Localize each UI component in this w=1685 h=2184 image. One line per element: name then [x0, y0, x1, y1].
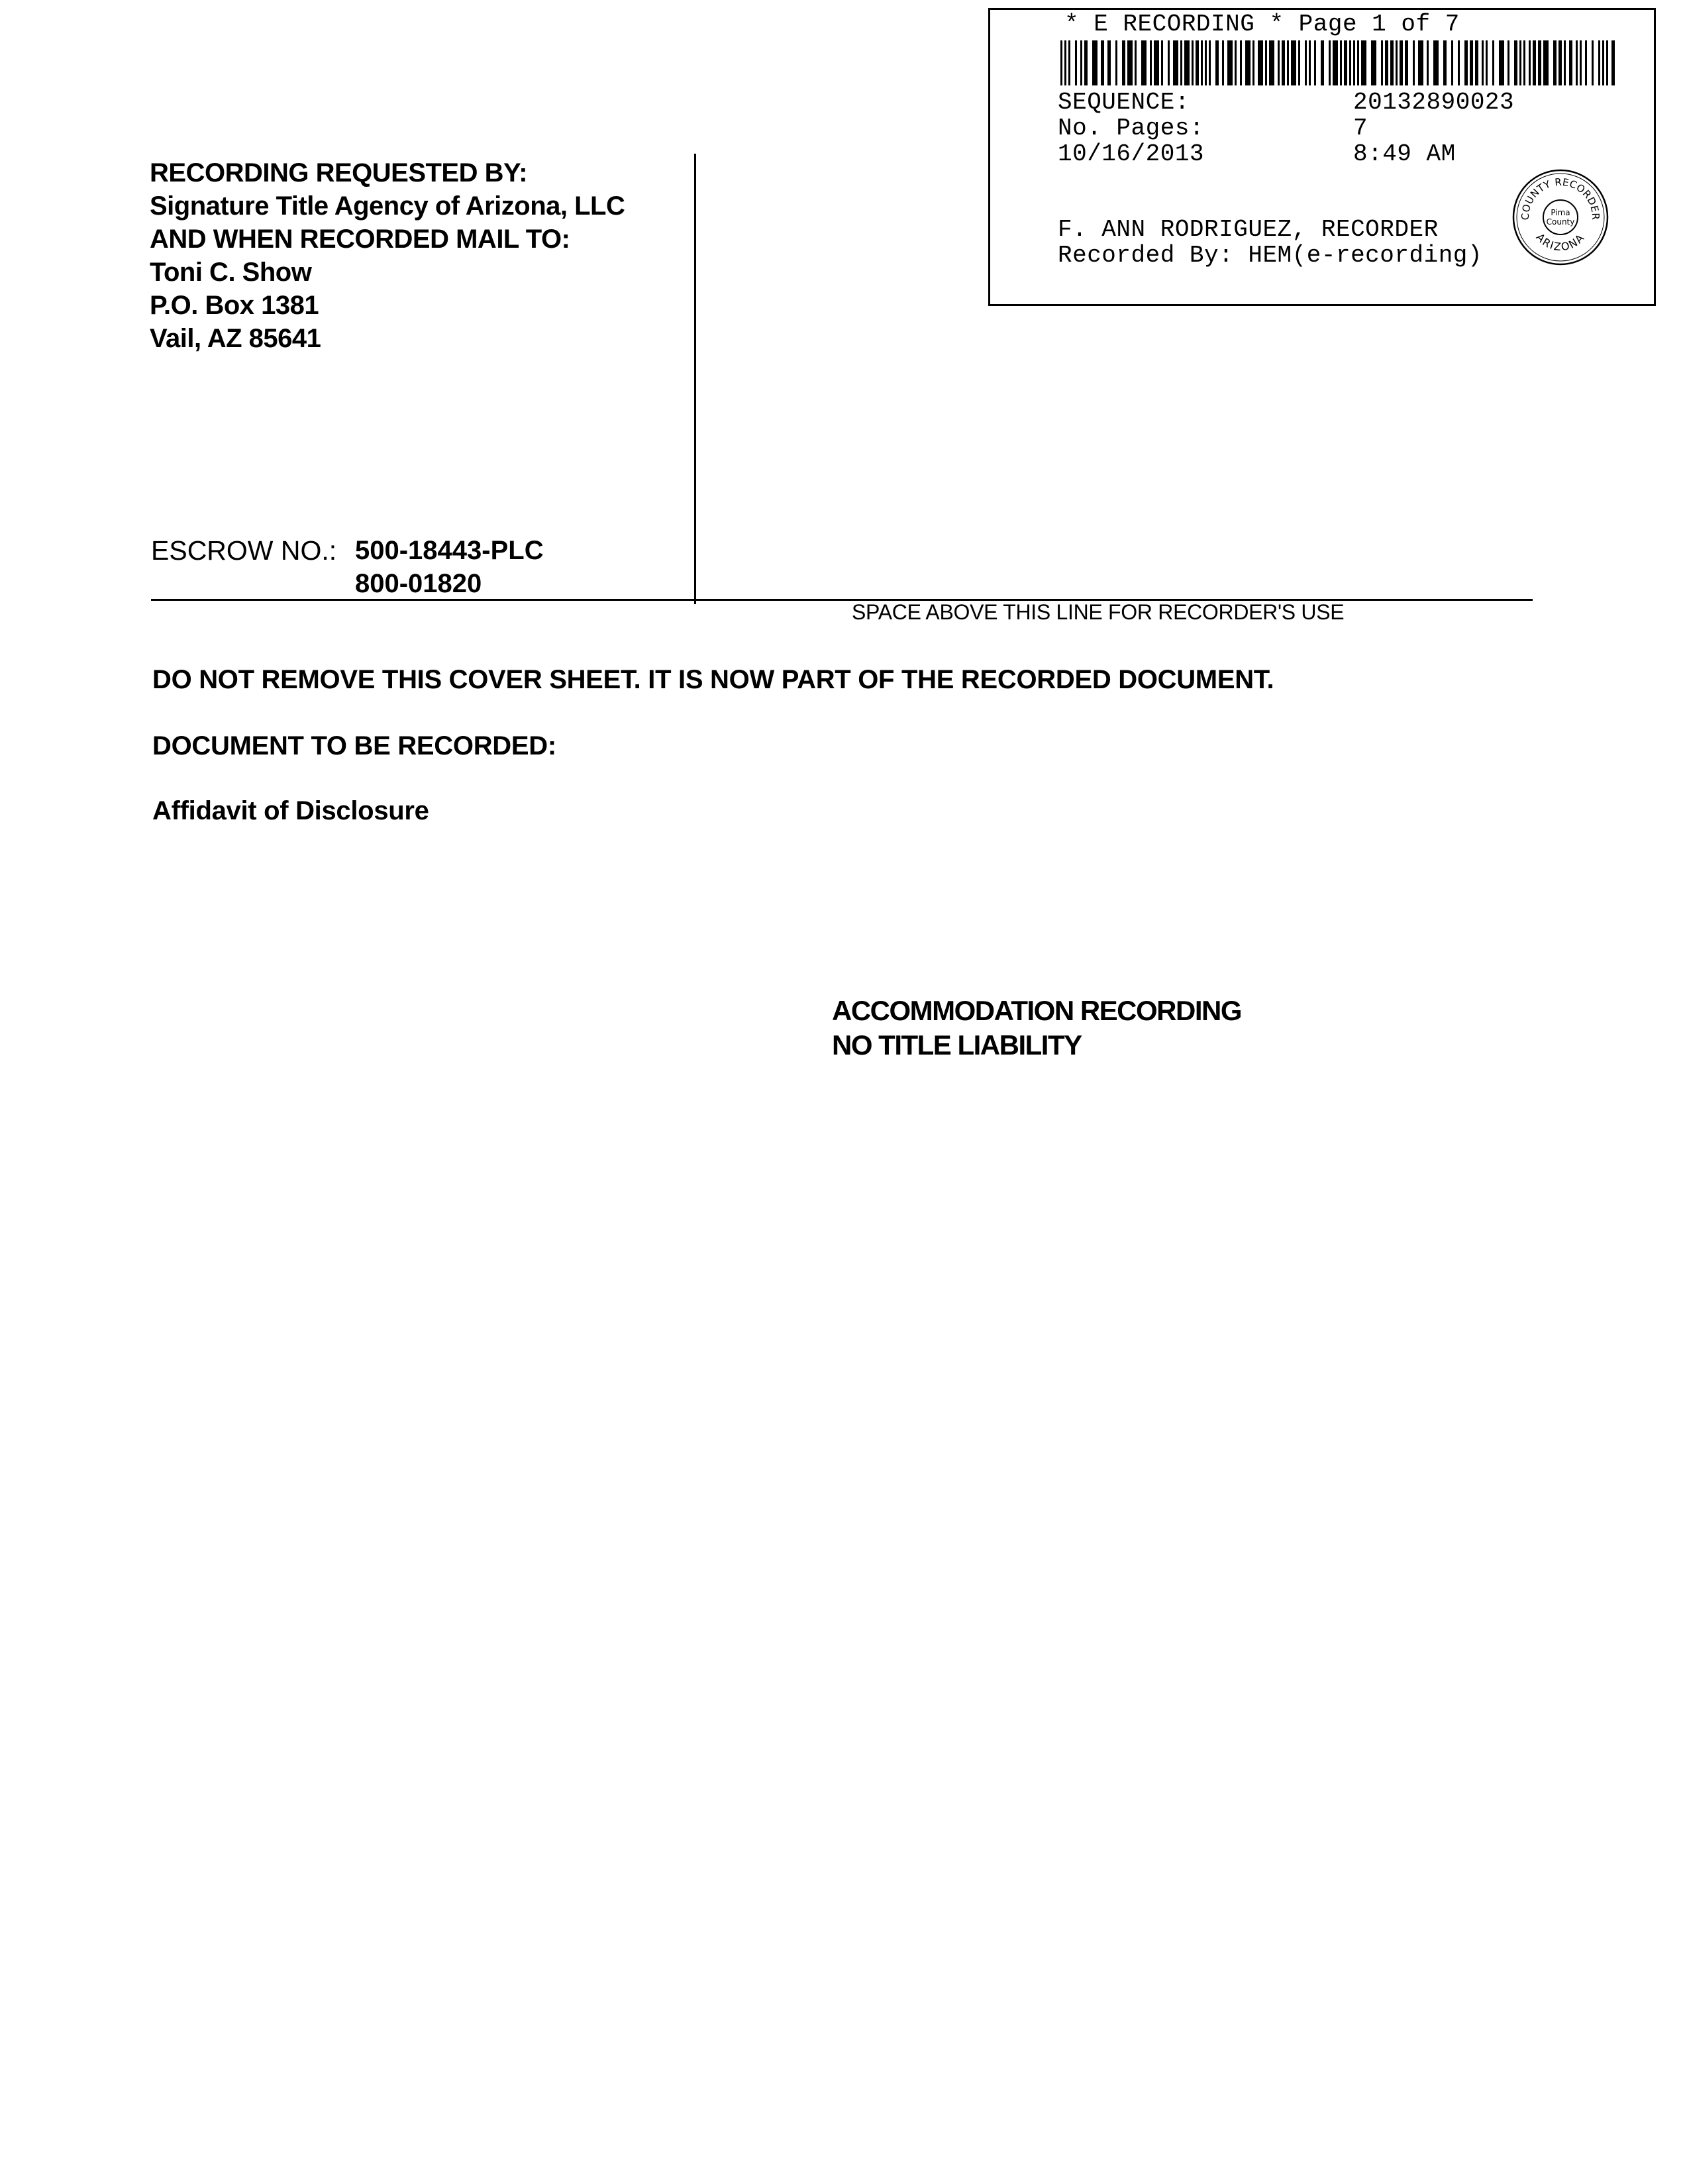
- barcode-bar: [1192, 40, 1194, 85]
- barcode-bar: [1400, 40, 1403, 85]
- barcode-bar: [1482, 40, 1484, 85]
- barcode-bar: [1215, 40, 1219, 85]
- barcode-bar: [1470, 40, 1473, 85]
- barcode-bar: [1107, 40, 1111, 85]
- barcode-bar: [1558, 40, 1562, 85]
- barcode-bar: [1287, 40, 1289, 85]
- seal-text-top: COUNTY RECORDER: [1519, 176, 1602, 221]
- barcode-bar: [1161, 40, 1163, 85]
- barcode-bar: [1458, 40, 1460, 85]
- barcode-bar: [1523, 40, 1525, 85]
- barcode-bar: [1305, 40, 1307, 85]
- barcode-bar: [1344, 40, 1347, 85]
- requested-by-heading: RECORDING REQUESTED BY:: [150, 158, 528, 187]
- barcode-bar: [1371, 40, 1376, 85]
- barcode-bar: [1180, 40, 1182, 85]
- seal-center-line1: Pima: [1551, 208, 1570, 217]
- barcode-bar: [1196, 40, 1199, 85]
- recorder-stamp-box: [988, 8, 1656, 306]
- barcode-bar: [1265, 40, 1267, 85]
- barcode-bar: [1585, 40, 1587, 85]
- barcode-bar: [1060, 40, 1062, 85]
- no-title-liability: NO TITLE LIABILITY: [832, 1029, 1082, 1061]
- barcode-bar: [1068, 40, 1070, 85]
- barcode-bar: [1507, 40, 1509, 85]
- barcode-bar: [1235, 40, 1237, 85]
- barcode-bar: [1418, 40, 1423, 85]
- barcode-bar: [1464, 40, 1468, 85]
- pages-label: No. Pages:: [1058, 115, 1205, 142]
- barcode-image: [1060, 40, 1618, 85]
- barcode-bar: [1321, 40, 1324, 85]
- barcode-bar: [1499, 40, 1504, 85]
- barcode-bar: [1298, 40, 1300, 85]
- cover-sheet-notice: DO NOT REMOVE THIS COVER SHEET. IT IS NOW PART OF THE RECORDED DOCUMENT.: [152, 665, 1274, 694]
- vertical-divider: [694, 154, 696, 604]
- barcode-bar: [1529, 40, 1531, 85]
- barcode-bar: [1443, 40, 1447, 85]
- barcode-bar: [1173, 40, 1178, 85]
- barcode-bar: [1333, 40, 1338, 85]
- barcode-bar: [1201, 40, 1203, 85]
- seal-center-line2: County: [1546, 217, 1575, 227]
- barcode-bar: [1240, 40, 1242, 85]
- barcode-bar: [1282, 40, 1285, 85]
- barcode-bar: [1127, 40, 1133, 85]
- barcode-bar: [1168, 40, 1170, 85]
- barcode-bar: [1451, 40, 1453, 85]
- barcode-bar: [1258, 40, 1263, 85]
- barcode-bar: [1349, 40, 1351, 85]
- stamp-header: * E RECORDING * Page 1 of 7: [1064, 11, 1460, 38]
- barcode-bar: [1278, 40, 1280, 85]
- barcode-bar: [1205, 40, 1207, 85]
- recorded-by: Recorded By: HEM(e-recording): [1058, 242, 1483, 269]
- barcode-bar: [1606, 40, 1608, 85]
- barcode-bar: [1122, 40, 1125, 85]
- barcode-bar: [1580, 40, 1582, 85]
- barcode-bar: [1413, 40, 1415, 85]
- barcode-bar: [1075, 40, 1077, 85]
- barcode-bar: [1227, 40, 1233, 85]
- pages-value: 7: [1353, 115, 1368, 142]
- barcode-bar: [1385, 40, 1388, 85]
- escrow-number-2: 800-01820: [355, 569, 482, 598]
- barcode-bar: [1475, 40, 1478, 85]
- barcode-bar: [1064, 40, 1066, 85]
- escrow-number-1: 500-18443-PLC: [355, 536, 544, 565]
- barcode-bar: [1101, 40, 1104, 85]
- barcode-bar: [1314, 40, 1316, 85]
- barcode-bar: [1291, 40, 1296, 85]
- document-heading: DOCUMENT TO BE RECORDED:: [152, 731, 556, 760]
- barcode-bar: [1084, 40, 1088, 85]
- mail-to-heading: AND WHEN RECORDED MAIL TO:: [150, 225, 570, 254]
- barcode-bar: [1390, 40, 1394, 85]
- barcode-bar: [1602, 40, 1604, 85]
- barcode-bar: [1396, 40, 1398, 85]
- barcode-bar: [1514, 40, 1517, 85]
- sequence-label: SEQUENCE:: [1058, 89, 1190, 116]
- barcode-bar: [1340, 40, 1342, 85]
- barcode-bar: [1592, 40, 1594, 85]
- barcode-bar: [1576, 40, 1578, 85]
- barcode-bar: [1433, 40, 1439, 85]
- barcode-bar: [1269, 40, 1274, 85]
- recorder-name: F. ANN RODRIGUEZ, RECORDER: [1058, 216, 1439, 243]
- barcode-bar: [1329, 40, 1331, 85]
- barcode-bar: [1486, 40, 1488, 85]
- requesting-agency: Signature Title Agency of Arizona, LLC: [150, 191, 625, 221]
- record-date: 10/16/2013: [1058, 140, 1205, 168]
- barcode-bar: [1381, 40, 1383, 85]
- barcode-bar: [1115, 40, 1117, 85]
- recorder-use-note: SPACE ABOVE THIS LINE FOR RECORDER'S USE: [852, 600, 1345, 624]
- barcode-bar: [1209, 40, 1211, 85]
- barcode-bar: [1150, 40, 1152, 85]
- sequence-value: 20132890023: [1353, 89, 1515, 116]
- barcode-bar: [1141, 40, 1147, 85]
- escrow-label: ESCROW NO.:: [151, 535, 337, 566]
- barcode-bar: [1080, 40, 1082, 85]
- barcode-bar: [1519, 40, 1521, 85]
- barcode-bar: [1405, 40, 1408, 85]
- document-title: Affidavit of Disclosure: [152, 796, 429, 825]
- barcode-bar: [1092, 40, 1098, 85]
- barcode-bar: [1598, 40, 1600, 85]
- mail-to-city: Vail, AZ 85641: [150, 324, 321, 353]
- barcode-bar: [1184, 40, 1190, 85]
- barcode-bar: [1564, 40, 1566, 85]
- barcode-bar: [1357, 40, 1359, 85]
- barcode-bar: [1538, 40, 1541, 85]
- barcode-bar: [1492, 40, 1494, 85]
- county-recorder-seal-icon: [1511, 168, 1610, 267]
- barcode-bar: [1553, 40, 1557, 85]
- barcode-bar: [1543, 40, 1549, 85]
- barcode-bar: [1611, 40, 1615, 85]
- barcode-bar: [1569, 40, 1572, 85]
- barcode-bar: [1353, 40, 1355, 85]
- barcode-bar: [1222, 40, 1224, 85]
- mail-to-address: P.O. Box 1381: [150, 291, 319, 320]
- barcode-bar: [1252, 40, 1254, 85]
- mail-to-name: Toni C. Show: [150, 258, 312, 287]
- seal-text-bottom: ARIZONA: [1533, 231, 1588, 254]
- barcode-bar: [1533, 40, 1536, 85]
- barcode-bar: [1309, 40, 1311, 85]
- barcode-bar: [1427, 40, 1429, 85]
- accommodation-recording: ACCOMMODATION RECORDING: [832, 995, 1242, 1026]
- barcode-bar: [1135, 40, 1137, 85]
- barcode-bar: [1245, 40, 1251, 85]
- barcode-bar: [1154, 40, 1159, 85]
- barcode-bar: [1361, 40, 1366, 85]
- record-time: 8:49 AM: [1353, 140, 1456, 168]
